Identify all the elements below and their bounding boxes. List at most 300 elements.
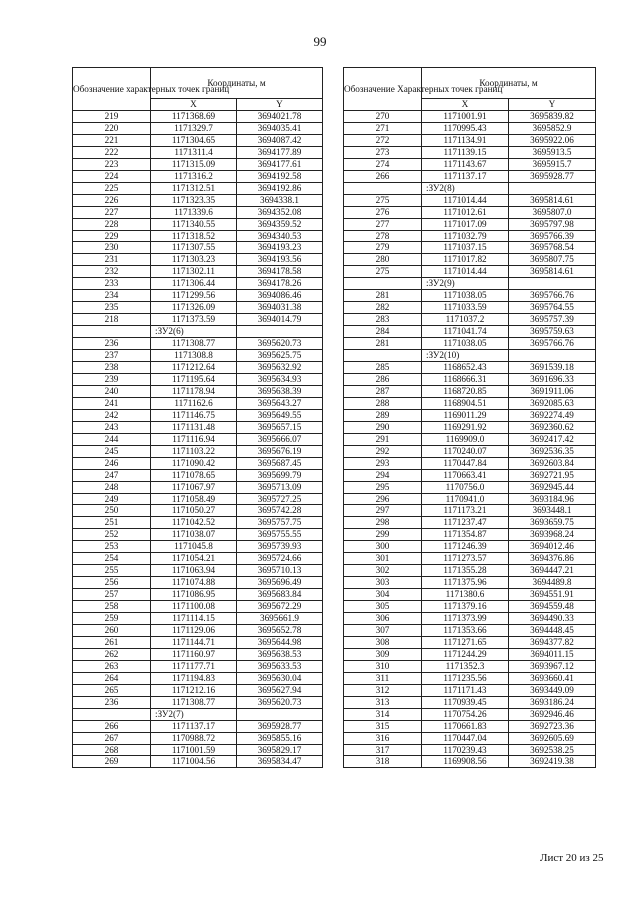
y-cell: 3692536.35 [509,445,596,457]
x-cell: 1171326.09 [151,302,237,314]
table-row [73,194,323,206]
x-cell: 1171058.49 [151,493,237,505]
table-row [344,433,596,445]
x-cell: 1171001.91 [422,111,509,123]
y-cell: 3694177.89 [237,146,323,158]
table-row [73,314,323,326]
point-cell: 266 [344,170,422,182]
x-cell: 1171144.71 [151,636,237,648]
y-cell: 3693449.09 [509,684,596,696]
x-cell: 1171012.61 [422,206,509,218]
point-cell: 298 [344,517,422,529]
table-row [344,230,596,242]
y-cell: 3695638.39 [237,385,323,397]
y-cell: 3695625.75 [237,350,323,362]
y-cell: 3692417.42 [509,433,596,445]
x-cell: 1171308.8 [151,350,237,362]
table-row [344,756,596,768]
x-cell: 1171380.6 [422,589,509,601]
y-cell: 3694086.46 [237,290,323,302]
x-cell: 1171177.71 [151,660,237,672]
y-cell: 3695676.19 [237,445,323,457]
point-cell: 255 [73,565,151,577]
point-cell: 301 [344,553,422,565]
empty-cell [344,182,422,194]
y-cell: 3694178.26 [237,278,323,290]
table-subheader-row [73,326,323,338]
y-cell: 3695661.9 [237,613,323,625]
y-cell: 3694177.61 [237,158,323,170]
point-cell: 242 [73,409,151,421]
y-cell: 3695634.93 [237,373,323,385]
table-row [73,624,323,636]
table-row [73,732,323,744]
point-cell: 316 [344,732,422,744]
y-cell: 3695649.55 [237,409,323,421]
x-cell: 1169908.56 [422,756,509,768]
table-subheader-row [73,708,323,720]
table-row [344,122,596,134]
point-cell: 218 [73,314,151,326]
point-cell: 246 [73,457,151,469]
x-cell: 1171237.47 [422,517,509,529]
y-cell: 3694021.78 [237,111,323,123]
point-cell: 241 [73,397,151,409]
y-cell: 3694178.58 [237,266,323,278]
x-cell: 1171373.99 [422,613,509,625]
table-row [344,170,596,182]
point-cell: 261 [73,636,151,648]
x-cell: 1169011.29 [422,409,509,421]
empty-cell [344,278,422,290]
y-cell: 3695855.16 [237,732,323,744]
table-row [344,517,596,529]
x-header: X [151,99,237,111]
x-cell: 1171160.97 [151,648,237,660]
table-row [344,732,596,744]
coordinates-table-left [72,67,323,768]
y-cell: 3695757.39 [509,314,596,326]
point-cell: 291 [344,433,422,445]
table-row [344,577,596,589]
x-cell: 1171340.55 [151,218,237,230]
y-header: Y [237,99,323,111]
point-cell: 219 [73,111,151,123]
y-cell: 3692085.63 [509,397,596,409]
x-cell: 1171074.88 [151,577,237,589]
x-cell: 1171146.75 [151,409,237,421]
empty-cell [73,326,151,338]
y-cell: 3694551.91 [509,589,596,601]
table-row [344,624,596,636]
x-cell: 1171129.06 [151,624,237,636]
x-cell: 1171001.59 [151,744,237,756]
parcel-label-cell: :ЗУ2(9) [422,278,509,290]
table-row [344,445,596,457]
point-cell: 307 [344,624,422,636]
table-row [344,266,596,278]
table-row [344,529,596,541]
point-cell: 269 [73,756,151,768]
table-row [73,553,323,565]
x-cell: 1171116.94 [151,433,237,445]
table-row [73,362,323,374]
point-cell: 232 [73,266,151,278]
x-cell: 1171339.6 [151,206,237,218]
point-cell: 281 [344,290,422,302]
table-row [73,338,323,350]
y-cell: 3694359.52 [237,218,323,230]
parcel-label-cell: :ЗУ2(7) [151,708,237,720]
table-row [73,433,323,445]
x-cell: 1171307.55 [151,242,237,254]
x-cell: 1171323.35 [151,194,237,206]
point-cell: 244 [73,433,151,445]
x-cell: 1169291.92 [422,421,509,433]
point-cell: 289 [344,409,422,421]
y-cell: 3694031.38 [237,302,323,314]
y-cell: 3691539.18 [509,362,596,374]
empty-cell [344,350,422,362]
y-cell: 3693659.75 [509,517,596,529]
x-cell: 1170447.84 [422,457,509,469]
point-cell: 235 [73,302,151,314]
y-cell: 3694192.86 [237,182,323,194]
table-row [344,636,596,648]
point-cell: 292 [344,445,422,457]
y-cell: 3695620.73 [237,696,323,708]
point-cell: 318 [344,756,422,768]
point-cell: 245 [73,445,151,457]
table-row [73,122,323,134]
point-cell: 268 [73,744,151,756]
y-cell: 3693186.24 [509,696,596,708]
y-cell: 3695727.25 [237,493,323,505]
x-cell: 1171195.64 [151,373,237,385]
x-cell: 1171033.59 [422,302,509,314]
x-cell: 1171318.52 [151,230,237,242]
table-row [73,421,323,433]
x-cell: 1171042.52 [151,517,237,529]
y-cell: 3694376.86 [509,553,596,565]
y-cell: 3695759.63 [509,326,596,338]
point-cell: 249 [73,493,151,505]
x-cell: 1171037.15 [422,242,509,254]
point-cell: 250 [73,505,151,517]
point-cell: 251 [73,517,151,529]
x-cell: 1171100.08 [151,601,237,613]
table-row [73,720,323,732]
y-cell: 3695696.49 [237,577,323,589]
point-cell: 236 [73,696,151,708]
point-cell: 237 [73,350,151,362]
point-cell: 273 [344,146,422,158]
point-cell: 258 [73,601,151,613]
table-row [73,182,323,194]
y-cell: 3694014.79 [237,314,323,326]
coordinates-header: Координаты, м [151,68,323,99]
point-cell: 222 [73,146,151,158]
table-row [344,421,596,433]
point-cell: 270 [344,111,422,123]
x-cell: 1171038.07 [151,529,237,541]
table-row [344,218,596,230]
table-row [73,493,323,505]
x-cell: 1171246.39 [422,541,509,553]
x-cell: 1170756.0 [422,481,509,493]
point-cell: 295 [344,481,422,493]
table-row [73,350,323,362]
x-cell: 1170240.07 [422,445,509,457]
x-cell: 1171194.83 [151,672,237,684]
table-row [344,206,596,218]
x-cell: 1171171.43 [422,684,509,696]
table-row [344,385,596,397]
point-cell: 238 [73,362,151,374]
y-cell: 3694377.82 [509,636,596,648]
y-cell: 3695829.17 [237,744,323,756]
x-cell: 1171373.59 [151,314,237,326]
point-cell: 280 [344,254,422,266]
x-cell: 1169909.0 [422,433,509,445]
y-cell: 3692274.49 [509,409,596,421]
table-row [344,541,596,553]
point-cell: 234 [73,290,151,302]
x-cell: 1171139.15 [422,146,509,158]
table-row [73,601,323,613]
table-row [344,314,596,326]
table-row [344,409,596,421]
table-row [73,397,323,409]
table-row [344,146,596,158]
point-cell: 271 [344,122,422,134]
y-cell: 3695797.98 [509,218,596,230]
table-row [344,457,596,469]
x-cell: 1171355.28 [422,565,509,577]
y-cell: 3695739.93 [237,541,323,553]
x-cell: 1171354.87 [422,529,509,541]
table-row [73,577,323,589]
table-row [344,481,596,493]
y-cell: 3695852.9 [509,122,596,134]
point-cell: 224 [73,170,151,182]
point-cell: 240 [73,385,151,397]
y-cell: 3691911.06 [509,385,596,397]
y-cell: 3695922.06 [509,134,596,146]
point-cell: 231 [73,254,151,266]
x-cell: 1168666.31 [422,373,509,385]
table-row [344,660,596,672]
table-row [73,278,323,290]
point-cell: 310 [344,660,422,672]
point-cell: 272 [344,134,422,146]
point-cell: 236 [73,338,151,350]
table-row [73,373,323,385]
table-row [344,672,596,684]
point-cell: 311 [344,672,422,684]
x-cell: 1168652.43 [422,362,509,374]
x-cell: 1170661.83 [422,720,509,732]
table-row [344,493,596,505]
y-cell: 3695757.75 [237,517,323,529]
point-cell: 303 [344,577,422,589]
table-row [344,242,596,254]
y-cell: 3695652.78 [237,624,323,636]
x-cell: 1171017.09 [422,218,509,230]
x-cell: 1171375.96 [422,577,509,589]
table-row [344,720,596,732]
table-row [73,409,323,421]
x-cell: 1171353.66 [422,624,509,636]
y-cell: 3693660.41 [509,672,596,684]
table-row [73,672,323,684]
point-cell: 276 [344,206,422,218]
x-cell: 1171078.65 [151,469,237,481]
x-cell: 1171045.8 [151,541,237,553]
x-cell: 1170988.72 [151,732,237,744]
y-cell: 3695755.55 [237,529,323,541]
x-cell: 1171032.79 [422,230,509,242]
point-label-header: Обозначение характерных точек границ [73,68,151,111]
x-cell: 1171308.77 [151,338,237,350]
y-cell: 3695807.75 [509,254,596,266]
table-row [73,696,323,708]
y-cell: 3692723.36 [509,720,596,732]
y-cell: 3695915.7 [509,158,596,170]
empty-cell [509,350,596,362]
x-cell: 1171086.95 [151,589,237,601]
y-cell: 3694011.15 [509,648,596,660]
y-header: Y [509,99,596,111]
x-cell: 1171212.64 [151,362,237,374]
point-cell: 282 [344,302,422,314]
table-subheader-row [344,278,596,290]
y-cell: 3695834.47 [237,756,323,768]
y-cell: 3695766.76 [509,290,596,302]
y-cell: 3692605.69 [509,732,596,744]
x-cell: 1171143.67 [422,158,509,170]
table-row [344,744,596,756]
point-cell: 264 [73,672,151,684]
table-row [344,338,596,350]
point-cell: 306 [344,613,422,625]
y-cell: 3695764.55 [509,302,596,314]
y-cell: 3695672.29 [237,601,323,613]
table-row [73,254,323,266]
table-row [73,385,323,397]
y-cell: 3694559.48 [509,601,596,613]
point-cell: 265 [73,684,151,696]
point-cell: 228 [73,218,151,230]
point-cell: 294 [344,469,422,481]
point-cell: 223 [73,158,151,170]
table-row [73,457,323,469]
point-cell: 248 [73,481,151,493]
table-row [73,541,323,553]
x-cell: 1171038.05 [422,290,509,302]
x-cell: 1170754.26 [422,708,509,720]
y-cell: 3695630.04 [237,672,323,684]
point-cell: 304 [344,589,422,601]
point-cell: 283 [344,314,422,326]
x-cell: 1171178.94 [151,385,237,397]
x-cell: 1171134.91 [422,134,509,146]
y-cell: 3692419.38 [509,756,596,768]
y-cell: 3693967.12 [509,660,596,672]
point-cell: 288 [344,397,422,409]
y-cell: 3695913.5 [509,146,596,158]
x-cell: 1171379.16 [422,601,509,613]
point-cell: 275 [344,194,422,206]
y-cell: 3692538.25 [509,744,596,756]
x-cell: 1171308.77 [151,696,237,708]
x-cell: 1171244.29 [422,648,509,660]
y-cell: 3695666.07 [237,433,323,445]
x-cell: 1171014.44 [422,266,509,278]
table-row [73,206,323,218]
table-row [73,146,323,158]
table-row [344,194,596,206]
table-row [73,469,323,481]
table-row [344,589,596,601]
point-cell: 247 [73,469,151,481]
table-row [73,756,323,768]
table-row [73,529,323,541]
table-row [73,481,323,493]
x-cell: 1171173.21 [422,505,509,517]
x-cell: 1171131.48 [151,421,237,433]
empty-cell [237,326,323,338]
x-cell: 1171162.6 [151,397,237,409]
coordinates-table-right [343,67,596,768]
x-cell: 1171368.69 [151,111,237,123]
y-cell: 3695683.84 [237,589,323,601]
table-row [344,469,596,481]
point-cell: 262 [73,648,151,660]
table-row [73,290,323,302]
x-cell: 1171090.42 [151,457,237,469]
y-cell: 3695766.76 [509,338,596,350]
table-body-left [73,111,323,768]
parcel-label-cell: :ЗУ2(6) [151,326,237,338]
point-cell: 263 [73,660,151,672]
x-cell: 1171235.56 [422,672,509,684]
x-cell: 1171017.82 [422,254,509,266]
table-row [344,553,596,565]
table-row [344,290,596,302]
table-row [344,397,596,409]
table-row [344,505,596,517]
table-row [73,158,323,170]
x-cell: 1170939.45 [422,696,509,708]
point-cell: 313 [344,696,422,708]
y-cell: 3695768.54 [509,242,596,254]
point-cell: 221 [73,134,151,146]
parcel-label-cell: :ЗУ2(10) [422,350,509,362]
table-row [73,170,323,182]
point-cell: 267 [73,732,151,744]
empty-cell [73,708,151,720]
x-cell: 1171114.15 [151,613,237,625]
point-cell: 254 [73,553,151,565]
y-cell: 3692603.84 [509,457,596,469]
table-row [73,744,323,756]
table-row [344,111,596,123]
page-number: 99 [313,34,327,49]
x-cell: 1171041.74 [422,326,509,338]
point-cell: 275 [344,266,422,278]
point-cell: 317 [344,744,422,756]
